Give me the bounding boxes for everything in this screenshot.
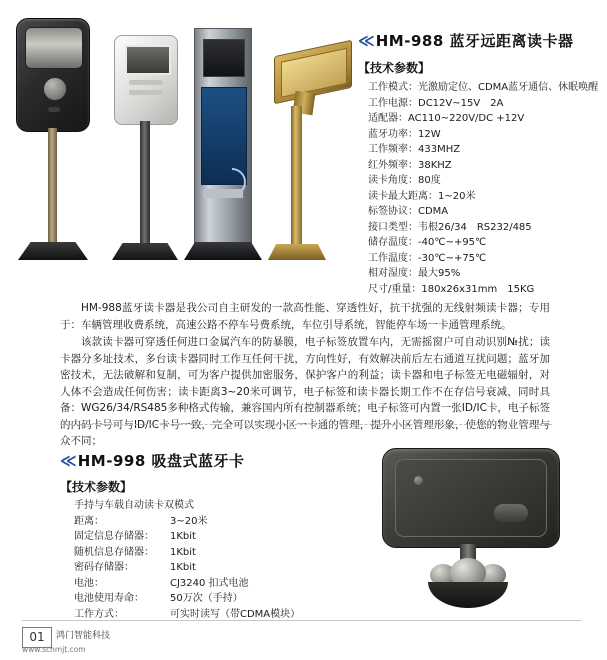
dark-reader-lens xyxy=(43,77,67,101)
dark-reader-base xyxy=(18,242,88,260)
spec-item: 工作温度：-30℃~+75℃ xyxy=(368,252,487,264)
spec-key: 随机信息存储器： xyxy=(74,546,154,558)
footer-url: www.schmjt.com xyxy=(22,645,86,654)
bluetooth-card-button xyxy=(494,504,528,522)
spec-value: 1Kbit xyxy=(170,562,196,573)
spec-key: 电池使用寿命： xyxy=(74,593,144,604)
dark-reader-screen xyxy=(25,27,83,69)
dark-reader-body xyxy=(16,18,90,132)
column-reader-body xyxy=(194,28,252,248)
spec-item xyxy=(74,529,360,545)
bluetooth-card-body xyxy=(382,448,560,548)
description-paragraph: 该款读卡器可穿透任何进口金属汽车的防暴膜，电子标签放置车内，无需摇窗户可自动识别№扰；读卡器分多址技术，多台读卡器同时工作互任何干扰，方向性好，有效解决前后左右通道互扰问题；蓝牙加密技术，无法破解和复制，可为客户提供加密服务，保护客户的利益；读卡器和电子标签无电磁辐射，对人体不会造成任何伤害；读卡距离3~20米可调节，电子标签和读卡器长期工作不在存信号衰减，同时具备：WG26/34/RS485多种格式传输，兼容国内所有控制器系统；电子标签可内置一张ID/IC卡，电子标签的内码卡号可与ID/IC卡号一致，完全可以实现小区一卡通的管理，提升小区管理形象，使您的物业管理与众不同； xyxy=(60,336,550,447)
spec-item: 工作模式：光激励定位、CDMA蓝牙通信、休眠唤醒 xyxy=(368,82,599,93)
spec-item xyxy=(74,576,360,592)
bluetooth-card-led xyxy=(414,476,423,485)
column-reader-blue-panel xyxy=(201,87,247,185)
product1-spec-heading: 【技术参数】 xyxy=(358,61,431,75)
product2-subtitle: 手持与车载自动读卡双模式 xyxy=(74,500,194,511)
column-reader-screen xyxy=(203,39,245,77)
spec-item: 储存温度：-40℃~+95℃ xyxy=(368,237,487,248)
spec-value: CJ3240 扣式电池 xyxy=(170,577,249,589)
spec-item: 标签协议：CDMA xyxy=(368,206,449,217)
white-reader-body xyxy=(114,35,178,125)
gold-reader-face xyxy=(281,48,347,98)
spec-key: 电池： xyxy=(74,577,104,589)
product1-spec-list xyxy=(358,80,604,297)
footer-brand: 鸿门智能科技 xyxy=(56,631,111,641)
column-reader-base xyxy=(184,242,262,260)
white-reader-screen xyxy=(125,45,171,75)
white-reader-pole xyxy=(140,121,150,247)
product1-spec-panel xyxy=(358,30,604,297)
description-paragraph: HM-988蓝牙读卡器是我公司自主研发的一款高性能、穿透性好，抗干扰强的无线射频读卡器；专用于：车辆管理收费系统，高速公路不停车号费系统，车位引导系统，智能停车场一卡通管理系统。 xyxy=(60,302,550,331)
spec-item: 蓝牙功率：12W xyxy=(368,128,441,140)
spec-item: 工作频率：433MHZ xyxy=(368,144,461,155)
spec-item: 读卡角度：80度 xyxy=(368,175,441,186)
spec-item: 接口类型：韦根26/34 RS232/485 xyxy=(368,221,532,233)
spec-item xyxy=(74,560,360,576)
spec-value: 3~20米 xyxy=(170,515,208,527)
gold-reader-pole xyxy=(291,106,302,248)
column-reader-label xyxy=(203,189,243,198)
spec-key: 距离： xyxy=(74,515,104,527)
spec-item: 适配器：AC110~220V/DC +12V xyxy=(368,113,525,124)
spec-item: 读卡最大距离：1~20米 xyxy=(368,190,476,202)
spec-value: 1Kbit xyxy=(170,546,196,558)
page-number: 01 xyxy=(22,627,52,648)
dark-reader-led xyxy=(48,107,60,112)
product2-title-row xyxy=(60,450,360,471)
suction-cup xyxy=(428,582,508,608)
spec-item: 工作电源：DC12V~15V 2A xyxy=(368,97,504,109)
chevron-left-double-icon: ≪ xyxy=(60,451,75,470)
gold-reader-base xyxy=(268,244,326,260)
dark-reader-pole xyxy=(48,128,57,246)
product2-spec-heading: 【技术参数】 xyxy=(60,480,133,494)
product-photo-strip xyxy=(6,10,346,285)
product1-description xyxy=(60,300,550,451)
section-divider xyxy=(60,424,552,425)
product2-spec-list xyxy=(60,498,360,622)
spec-key: 固定信息存储器： xyxy=(74,531,154,542)
product1-title: HM-988 蓝牙远距离读卡器 xyxy=(375,32,574,50)
spec-value: 1Kbit xyxy=(170,531,196,542)
spec-item xyxy=(74,545,360,561)
white-reader-base xyxy=(112,243,178,260)
bluetooth-card-inner xyxy=(395,459,547,537)
spec-item xyxy=(74,591,360,607)
product1-title-row xyxy=(358,30,604,51)
white-reader-stripe-top xyxy=(129,80,163,85)
footer-divider xyxy=(22,620,582,621)
spec-value: 50万次（手持） xyxy=(170,593,243,604)
spec-item: 红外频率：38KHZ xyxy=(368,159,452,171)
spec-item: 相对湿度：最大95% xyxy=(368,268,461,279)
spec-value: 可实时读写（带CDMA模块） xyxy=(170,608,301,620)
chevron-left-double-icon: ≪ xyxy=(358,31,373,50)
spec-item: 尺寸/重量：180x26x31mm 15KG xyxy=(368,283,535,295)
product2-spec-panel xyxy=(60,450,360,622)
product2-photo xyxy=(368,448,578,613)
spec-item xyxy=(74,514,360,530)
spec-key: 密码存储器： xyxy=(74,562,134,573)
white-reader-stripe-bottom xyxy=(129,90,163,95)
spec-key: 工作方式： xyxy=(74,608,124,620)
product2-title: HM-998 吸盘式蓝牙卡 xyxy=(77,452,245,470)
